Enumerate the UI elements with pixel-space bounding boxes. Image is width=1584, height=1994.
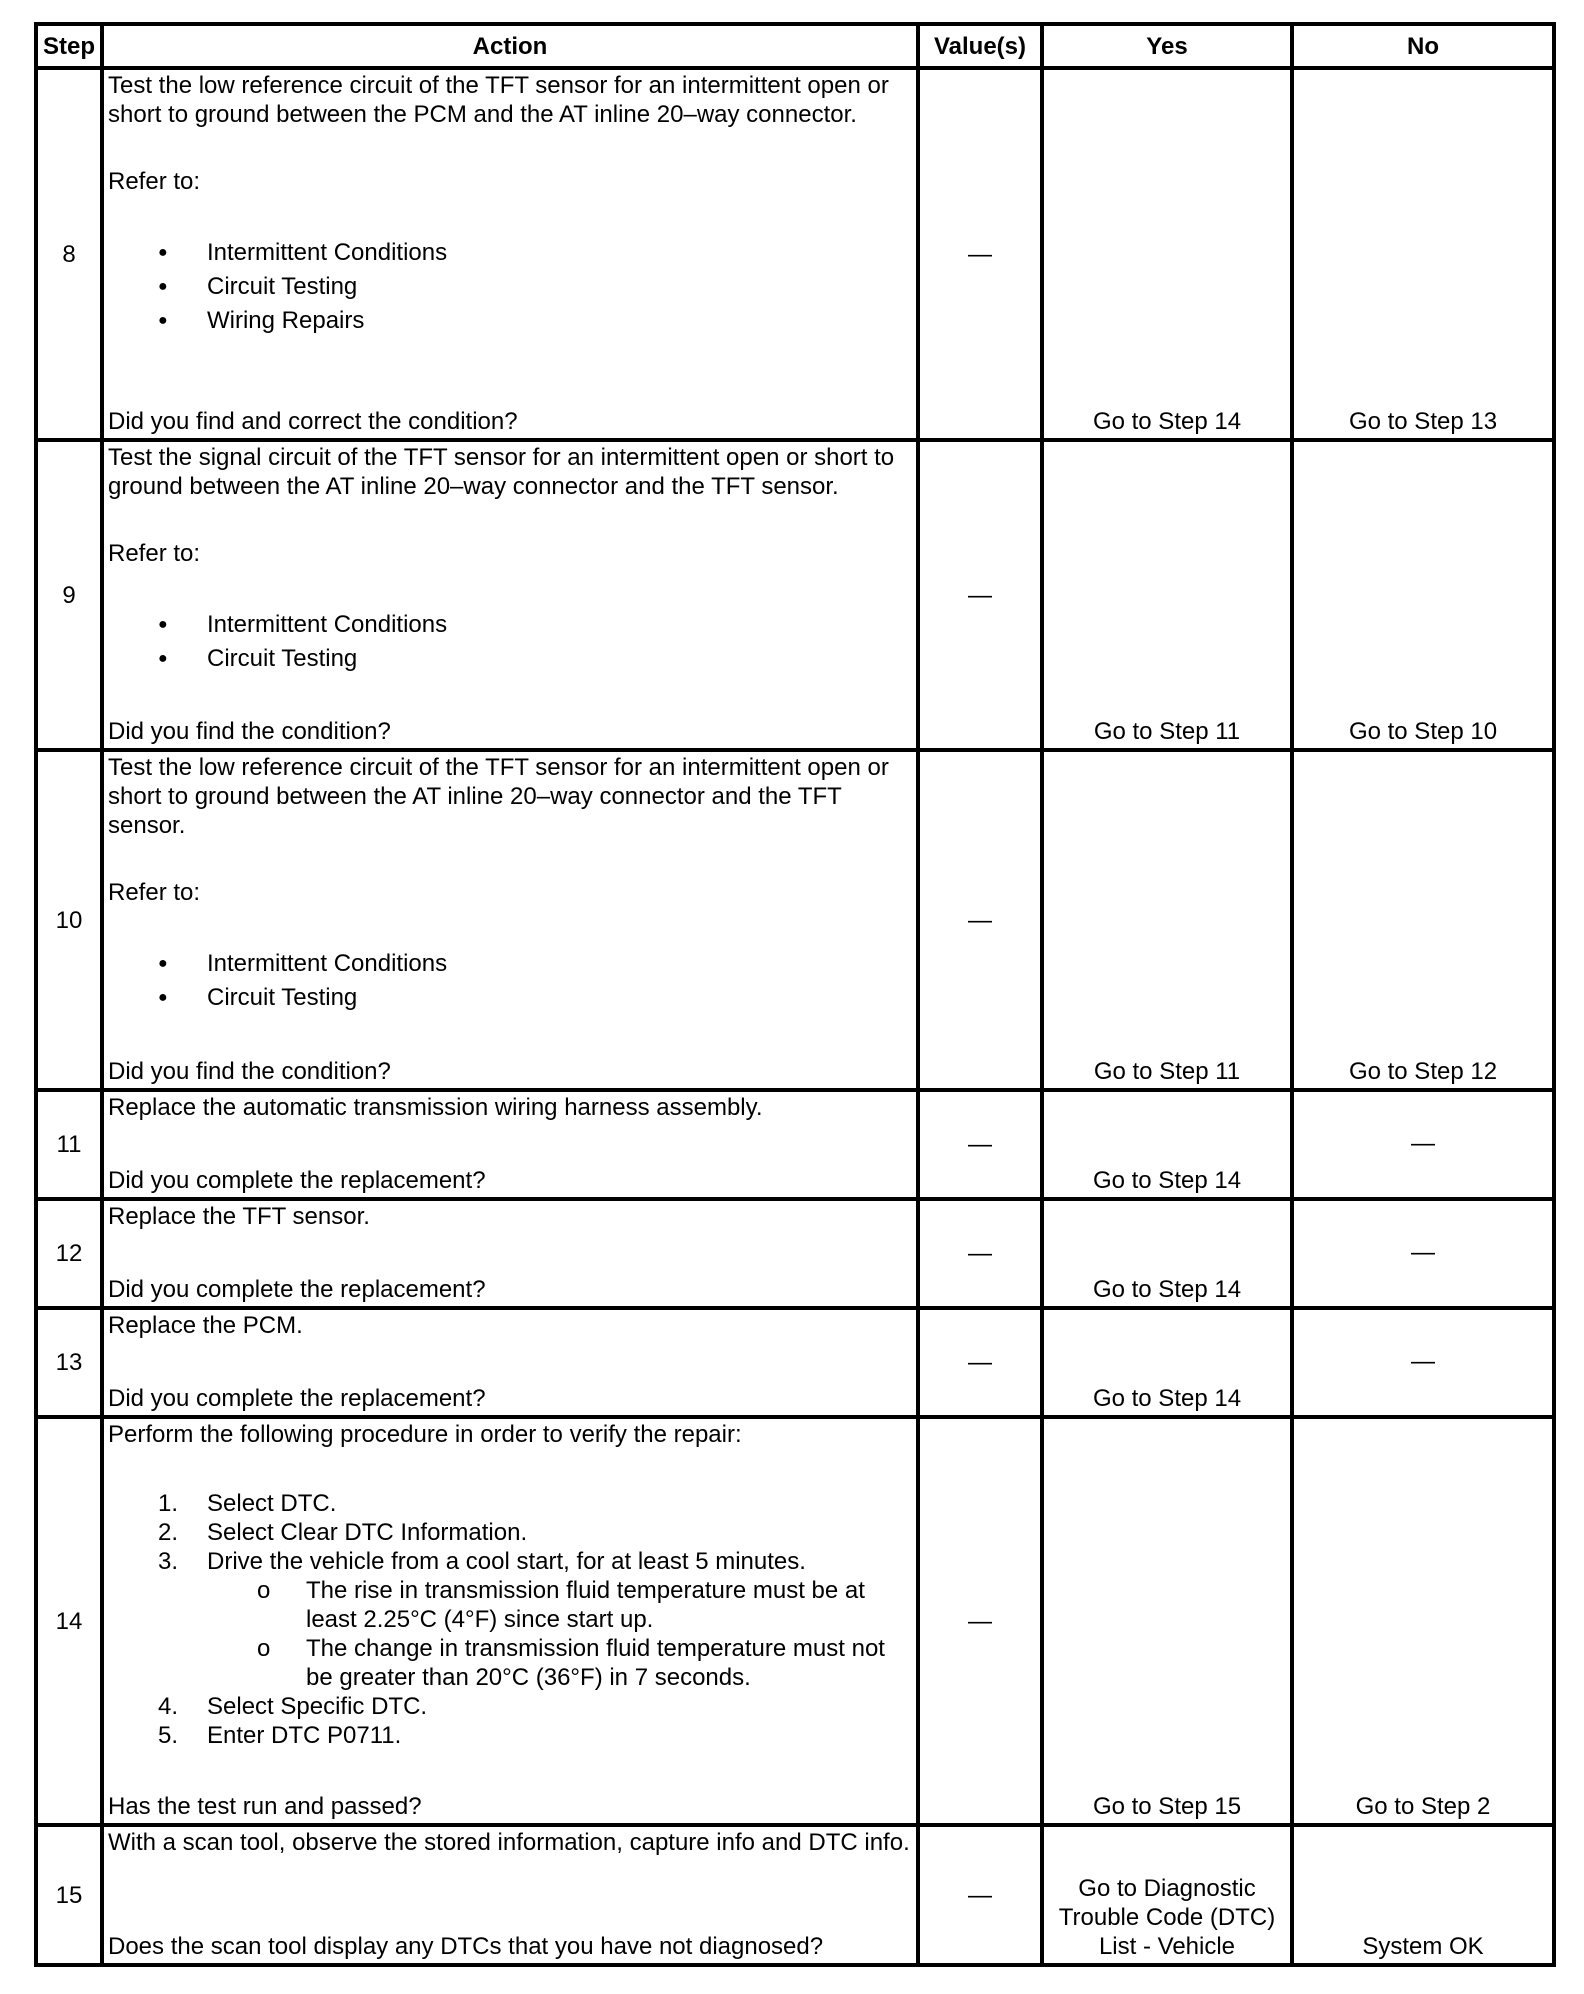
no-cell: Go to Step 12 — [1292, 750, 1554, 1090]
question-text: Did you complete the replacement? — [108, 1276, 486, 1303]
refer-label: Refer to: — [108, 540, 201, 567]
table-row — [36, 1308, 1554, 1417]
list-item: ● Circuit Testing — [108, 981, 912, 1015]
no-cell: — — [1292, 1090, 1554, 1199]
action-text: Replace the automatic transmission wiring harness assembly. — [108, 1094, 763, 1121]
step-number: 9 — [36, 440, 102, 750]
yes-cell: Go to Step 11 — [1042, 750, 1292, 1090]
table-row — [36, 1090, 1554, 1199]
value-cell: — — [918, 750, 1042, 1090]
no-cell: Go to Step 2 — [1292, 1417, 1554, 1825]
header-row — [36, 24, 1554, 68]
reference-list — [108, 236, 912, 338]
action-cell — [102, 1825, 918, 1965]
question-text: Has the test run and passed? — [108, 1793, 422, 1820]
table-row — [36, 1199, 1554, 1308]
step-number: 15 — [36, 1825, 102, 1965]
no-cell: Go to Step 13 — [1292, 68, 1554, 440]
value-cell: — — [918, 68, 1042, 440]
no-cell: — — [1292, 1308, 1554, 1417]
question-text: Did you find the condition? — [108, 1058, 391, 1085]
header-values: Value(s) — [918, 24, 1042, 68]
reference-list — [108, 947, 912, 1015]
list-item: ● Circuit Testing — [108, 642, 912, 676]
value-cell: — — [918, 1417, 1042, 1825]
step-number: 13 — [36, 1308, 102, 1417]
yes-cell: Go to Step 14 — [1042, 1199, 1292, 1308]
question-text: Did you find the condition? — [108, 718, 391, 745]
question-text: Does the scan tool display any DTCs that you have not diagnosed? — [108, 1933, 824, 1960]
sub-list-item: o The change in transmission fluid temperature must not be greater than 20°C (36°F) in 7 seconds. — [207, 1634, 912, 1692]
sub-list-item: o The rise in transmission fluid temperature must be at least 2.25°C (4°F) since start up. — [207, 1576, 912, 1634]
step-number: 10 — [36, 750, 102, 1090]
list-item: 1. Select DTC. — [158, 1490, 337, 1517]
no-cell: System OK — [1292, 1825, 1554, 1965]
header-no: No — [1292, 24, 1554, 68]
step-number: 8 — [36, 68, 102, 440]
no-cell: Go to Step 10 — [1292, 440, 1554, 750]
list-item: 4. Select Specific DTC. — [158, 1693, 428, 1720]
action-text: Test the low reference circuit of the TFT sensor for an intermittent open or short to ground between the PCM and the AT inline 20–way connector. — [108, 72, 896, 128]
list-item: ● Intermittent Conditions — [108, 236, 912, 270]
action-cell — [102, 750, 918, 1090]
yes-cell: Go to Step 11 — [1042, 440, 1292, 750]
reference-list — [108, 608, 912, 676]
diagnostic-table — [34, 22, 1556, 1967]
header-action: Action — [102, 24, 918, 68]
action-cell — [102, 68, 918, 440]
value-cell: — — [918, 1090, 1042, 1199]
action-text: Replace the PCM. — [108, 1312, 303, 1339]
action-text: Test the signal circuit of the TFT sensor for an intermittent open or short to ground between the AT inline 20–way connector and the TFT sensor. — [108, 444, 901, 500]
yes-cell: Go to Step 14 — [1042, 1308, 1292, 1417]
header-step: Step — [36, 24, 102, 68]
list-item: 3. Drive the vehicle from a cool start, for at least 5 minutes. o The rise in transmission fluid temperature must be at least 2.25°C (4°F) since start up. o The change in transmission fluid temperature must not be greater than 20°C (36°F) in 7 seconds. — [108, 1547, 912, 1692]
table-row — [36, 750, 1554, 1090]
action-cell — [102, 1090, 918, 1199]
table-row — [36, 1825, 1554, 1965]
action-text: Perform the following procedure in order to verify the repair: — [108, 1421, 742, 1448]
procedure-list — [108, 1489, 912, 1750]
list-item: 2. Select Clear DTC Information. — [158, 1519, 528, 1546]
action-text: Replace the TFT sensor. — [108, 1203, 370, 1230]
action-text: With a scan tool, observe the stored information, capture info and DTC info. — [108, 1829, 910, 1856]
action-text: Test the low reference circuit of the TFT sensor for an intermittent open or short to ground between the AT inline 20–way connector and the TFT sensor. — [108, 754, 896, 839]
list-item: ● Intermittent Conditions — [108, 608, 912, 642]
action-cell — [102, 440, 918, 750]
yes-cell: Go to Diagnostic Trouble Code (DTC) List - Vehicle — [1042, 1825, 1292, 1965]
refer-label: Refer to: — [108, 879, 201, 906]
list-item: ● Circuit Testing — [108, 270, 912, 304]
table-row — [36, 68, 1554, 440]
question-text: Did you find and correct the condition? — [108, 408, 518, 435]
question-text: Did you complete the replacement? — [108, 1167, 486, 1194]
action-cell — [102, 1417, 918, 1825]
list-item: 5. Enter DTC P0711. — [158, 1722, 402, 1749]
yes-cell: Go to Step 15 — [1042, 1417, 1292, 1825]
list-item: ● Intermittent Conditions — [108, 947, 912, 981]
sub-list — [207, 1576, 912, 1692]
value-cell: — — [918, 1825, 1042, 1965]
header-yes: Yes — [1042, 24, 1292, 68]
value-cell: — — [918, 1308, 1042, 1417]
value-cell: — — [918, 1199, 1042, 1308]
value-cell: — — [918, 440, 1042, 750]
question-text: Did you complete the replacement? — [108, 1385, 486, 1412]
yes-cell: Go to Step 14 — [1042, 68, 1292, 440]
step-number: 14 — [36, 1417, 102, 1825]
table-row — [36, 1417, 1554, 1825]
refer-label: Refer to: — [108, 168, 201, 195]
table-row — [36, 440, 1554, 750]
no-cell: — — [1292, 1199, 1554, 1308]
list-item: ● Wiring Repairs — [108, 304, 912, 338]
step-number: 11 — [36, 1090, 102, 1199]
action-cell — [102, 1308, 918, 1417]
yes-cell: Go to Step 14 — [1042, 1090, 1292, 1199]
step-number: 12 — [36, 1199, 102, 1308]
action-cell — [102, 1199, 918, 1308]
